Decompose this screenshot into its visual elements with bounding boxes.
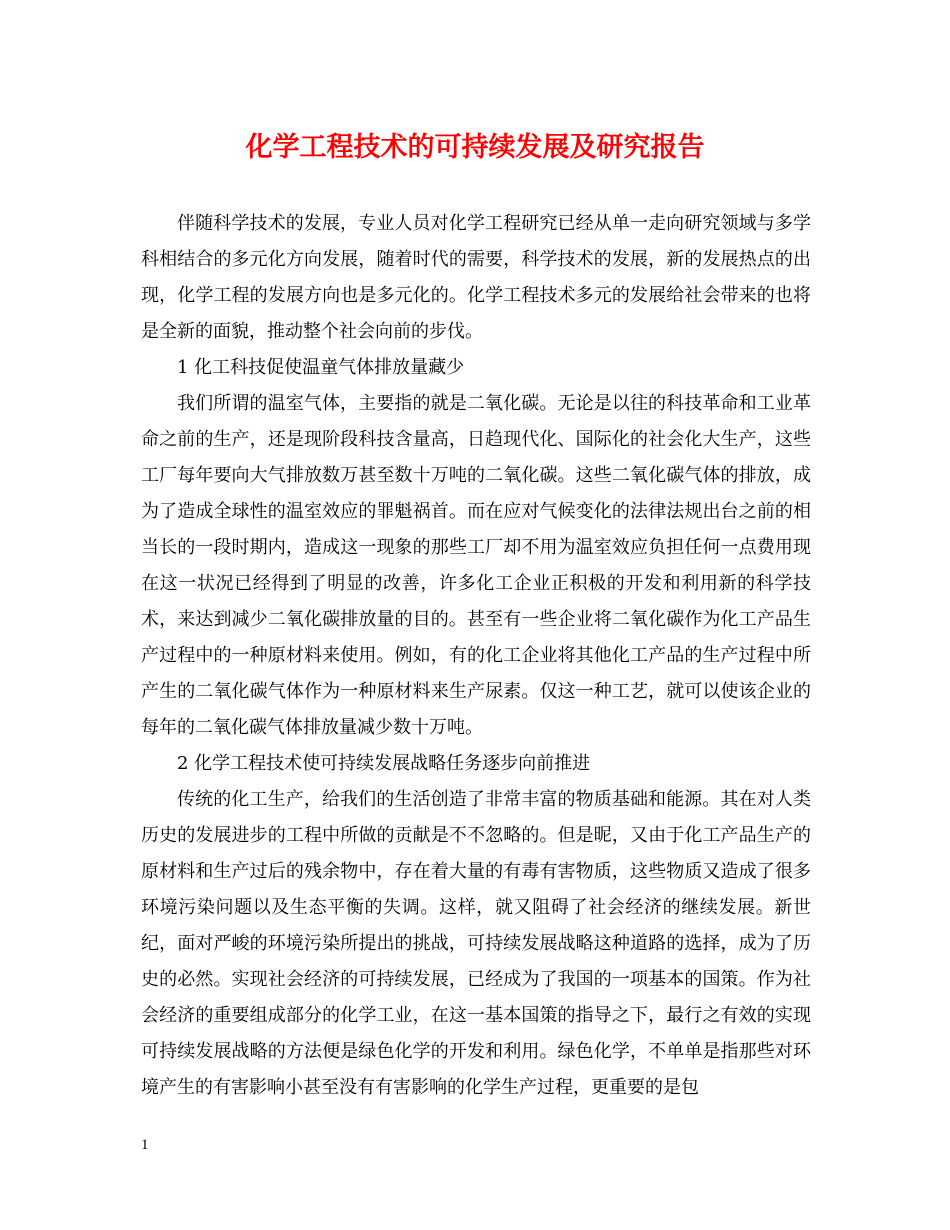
paragraph-intro: 伴随科学技术的发展，专业人员对化学工程研究已经从单一走向研究领域与多学科相结合的多元化方向发展，随着时代的需要，科学技术的发展，新的发展热点的出现，化学工程的发展方向也是多元化的。化学工程技术多元的发展给社会带来的也将是全新的面貌，推动整个社会向前的步伐。 <box>141 213 811 342</box>
document-title: 化学工程技术的可持续发展及研究报告 <box>245 132 705 163</box>
paragraph-section-1: 我们所谓的温室气体，主要指的就是二氧化碳。无论是以往的科技革命和工业革命之前的生产，还是现阶段科技含量高，日趋现代化、国际化的社会化大生产，这些工厂每年要向大气排放数万甚至数十万吨的二氧化碳。这些二氧化碳气体的排放，成为了造成全球性的温室效应的罪魁祸首。而在应对气候变化的法律法规出台之前的相当长的一段时期内，造成这一现象的那些工厂却不用为温室效应负担任何一点费用现在这一状况已经得到了明显的改善，许多化工企业正积极的开发和利用新的科学技术，来达到减少二氧化碳排放量的目的。甚至有一些企业将二氧化碳作为化工产品生产过程中的一种原材料来使用。例如，有的化工企业将其他化工产品的生产过程中所产生的二氧化碳气体作为一种原材料来生产尿素。仅这一种工艺，就可以使该企业的每年的二氧化碳气体排放量减少数十万吨。 <box>141 393 811 738</box>
section-heading-2: 2 化学工程技术使可持续发展战略任务逐步向前推进 <box>177 753 591 774</box>
page-number: 1 <box>141 1137 149 1153</box>
document-body <box>141 206 811 1106</box>
section-heading-1: 1 化工科技促使温童气体排放量藏少 <box>177 357 465 378</box>
paragraph-section-2: 传统的化工生产，给我们的生活创造了非常丰富的物质基础和能源。其在对人类历史的发展进步的工程中所做的贡献是不不忽略的。但是昵，又由于化工产品生产的原材料和生产过后的残余物中，存在着大量的有毒有害物质，这些物质又造成了很多环境污染问题以及生态平衡的失调。这样，就又阻碍了社会经济的继续发展。新世纪，面对严峻的环境污染所提出的挑战，可持续发展战略这种道路的选择，成为了历史的必然。实现社会经济的可持续发展，已经成为了我国的一项基本的国策。作为社会经济的重要组成部分的化学工业，在这一基本国策的指导之下，最行之有效的实现可持续发展战略的方法便是绿色化学的开发和利用。绿色化学，不单单是指那些对环境产生的有害影响小甚至没有有害影响的化学生产过程，更重要的是包 <box>141 789 811 1098</box>
